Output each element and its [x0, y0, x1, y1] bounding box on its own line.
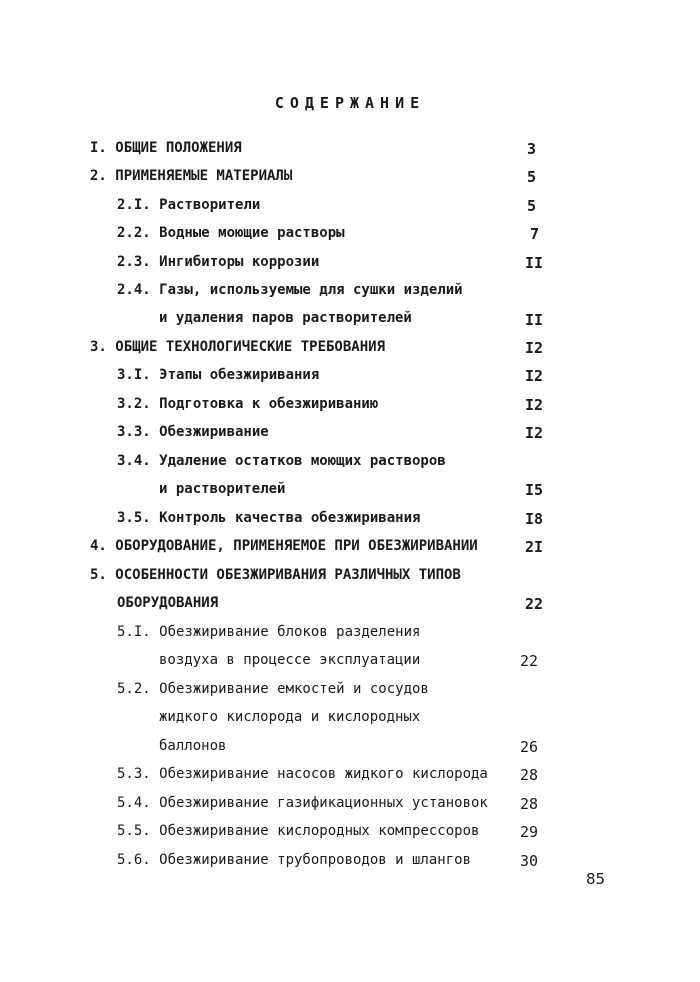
toc-entry-4: 4. ОБОРУДОВАНИЕ, ПРИМЕНЯЕМОЕ ПРИ ОБЕЗЖИРИВАНИИ	[90, 538, 478, 554]
toc-entry-5-1: 5.I. Обезжиривание блоков разделения	[117, 624, 421, 640]
toc-entry-1: I. ОБЩИЕ ПОЛОЖЕНИЯ	[90, 140, 242, 156]
toc-entry-2-2: 2.2. Водные моющие растворы	[117, 225, 345, 241]
toc-page-3-3: I2	[525, 424, 544, 442]
toc-page-1: 3	[527, 140, 537, 158]
toc-page-2-4: II	[525, 311, 544, 329]
toc-entry-5-2-cont2: баллонов	[159, 738, 227, 754]
toc-page-3-1: I2	[525, 367, 544, 385]
toc-entry-5-2-cont1: жидкого кислорода и кислородных	[159, 709, 421, 725]
toc-page-4: 2I	[525, 538, 544, 556]
page-number: 85	[586, 870, 606, 888]
toc-title: СОДЕРЖАНИЕ	[274, 94, 426, 112]
toc-entry-2-3: 2.3. Ингибиторы коррозии	[117, 254, 320, 270]
toc-entry-3-1: 3.I. Этапы обезжиривания	[117, 367, 320, 383]
toc-entry-2-4-cont: и удаления паров растворителей	[159, 310, 412, 326]
toc-entry-3-4: 3.4. Удаление остатков моющих растворов	[117, 453, 446, 469]
toc-page-5-3: 28	[520, 766, 539, 784]
toc-entry-2-4: 2.4. Газы, используемые для сушки изделий	[117, 282, 463, 298]
toc-entry-3-4-cont: и растворителей	[159, 481, 286, 497]
toc-entry-5-3: 5.3. Обезжиривание насосов жидкого кислорода	[117, 766, 488, 782]
toc-page-2-1: 5	[527, 197, 537, 215]
toc-page-2-2: 7	[530, 225, 540, 243]
toc-page-3-2: I2	[525, 396, 544, 414]
toc-page-3-4: I5	[525, 481, 544, 499]
toc-page-5-2: 26	[520, 738, 539, 756]
toc-page-3-5: I8	[525, 510, 544, 528]
toc-page-5-1: 22	[520, 652, 539, 670]
toc-entry-5-4: 5.4. Обезжиривание газификационных установок	[117, 795, 488, 811]
toc-page-2-3: II	[525, 254, 544, 272]
toc-page-5: 22	[525, 595, 544, 613]
toc-entry-3: 3. ОБЩИЕ ТЕХНОЛОГИЧЕСКИЕ ТРЕБОВАНИЯ	[90, 339, 386, 355]
toc-entry-3-5: 3.5. Контроль качества обезжиривания	[117, 510, 421, 526]
toc-entry-5-5: 5.5. Обезжиривание кислородных компрессоров	[117, 823, 480, 839]
toc-page-3: I2	[525, 339, 544, 357]
toc-entry-5-cont: ОБОРУДОВАНИЯ	[117, 595, 219, 611]
toc-entry-5-1-cont: воздуха в процессе эксплуатации	[159, 652, 421, 668]
toc-entry-3-2: 3.2. Подготовка к обезжириванию	[117, 396, 379, 412]
toc-entry-2-1: 2.I. Растворители	[117, 197, 261, 213]
toc-page-5-5: 29	[520, 823, 539, 841]
toc-entry-5-2: 5.2. Обезжиривание емкостей и сосудов	[117, 681, 429, 697]
toc-entry-2: 2. ПРИМЕНЯЕМЫЕ МАТЕРИАЛЫ	[90, 168, 293, 184]
toc-entry-3-3: 3.3. Обезжиривание	[117, 424, 269, 440]
toc-page-5-4: 28	[520, 795, 539, 813]
toc-entry-5: 5. ОСОБЕННОСТИ ОБЕЗЖИРИВАНИЯ РАЗЛИЧНЫХ ТИПОВ	[90, 567, 461, 583]
toc-page-5-6: 30	[520, 852, 539, 870]
toc-page-2: 5	[527, 168, 537, 186]
toc-entry-5-6: 5.6. Обезжиривание трубопроводов и шлангов	[117, 852, 472, 868]
